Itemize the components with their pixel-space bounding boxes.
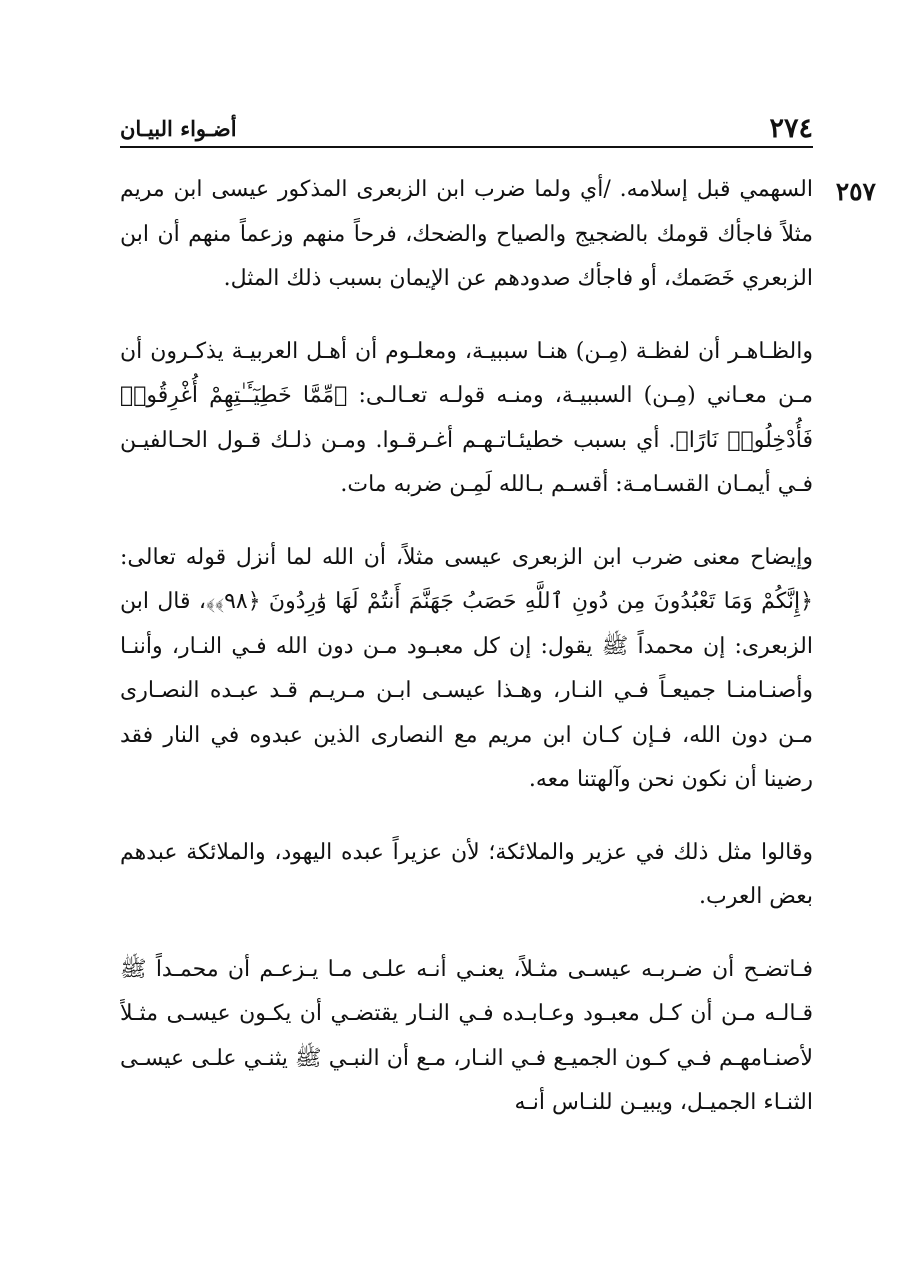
paragraph: وقالوا مثل ذلك في عزير والملائكة؛ لأن عزيراً عبده اليهود، والملائكة عبدهم بعض العرب. [120, 839, 813, 909]
paragraph: وإيضاح معنى ضرب ابن الزبعرى عيسى مثلاً، أن الله لما أنزل قوله تعالى: ﴿إِنَّكُمْ وَمَا تَعْبُدُونَ مِن دُونِ ٱللَّهِ حَصَبُ جَهَنَّمَ أَنتُمْ لَهَا وَٰرِدُونَ ﴿٩٨﴾﴾، قال ابن الزبعرى: إن محمداً ﷺ يقول: إن كل معبـود مـن دون الله فـي النـار، وأننـا وأصنـامنـا جميعـاً فـي النـار، وهـذا عيسـى ابـن مـريـم قـد عبـده النصـارى مـن دون الله، فـإن كـان ابن مريم مع النصارى الذين عبدوه في النار فقد رضينا أن نكون نحن وآلهتنا معه. [120, 544, 813, 792]
paragraph: فـاتضـح أن ضـربـه عيسـى مثـلاً، يعنـي أنـه علـى مـا يـزعـم أن محمـداً ﷺ قـالـه مـن أن كـل معبـود وعـابـده فـي النـار يقتضـي أن يكـون عيسـى مثـلاً لأصنـامهـم فـي كـون الجميـع فـي النـار، مـع أن النبـي ﷺ يثنـي علـى عيسـى الثنـاء الجميـل، ويبيـن للنـاس أنـه [120, 956, 813, 1115]
margin-page-marker: ٢٥٧ [835, 177, 876, 206]
running-title: أضـواء البيـان [120, 116, 237, 141]
page-number: ٢٧٤ [769, 113, 813, 144]
paragraph: والظـاهـر أن لفظـة (مِـن) هنـا سببيـة، ومعلـوم أن أهـل العربيـة يذكـرون أن مـن معـاني (مِـن) السببيـة، ومنـه قولـه تعـالـى: ﴿مِّمَّا خَطِيٓـَٔـٰتِهِمْ أُغْرِقُوا۟ فَأُدْخِلُوا۟ نَارًا﴾. أي بسبب خطيئـاتـهـم أغـرقـوا. ومـن ذلـك قـول الحـالفيـن فـي أيمـان القسـامـة: أقسـم بـالله لَمِـن ضربه مات. [120, 338, 813, 497]
page-header [120, 112, 813, 148]
paragraph: السهمي قبل إسلامه. /أي ولما ضرب ابن الزبعرى المذكور عيسى ابن مريم مثلاً فاجأك قومك بالضجيج والصياح والضحك، فرحاً منهم وزعماً منهم أن ابن الزبعري خَصَمك، أو فاجأك صدودهم عن الإيمان بسبب ذلك المثل. [120, 177, 813, 291]
body-text [120, 168, 813, 1208]
